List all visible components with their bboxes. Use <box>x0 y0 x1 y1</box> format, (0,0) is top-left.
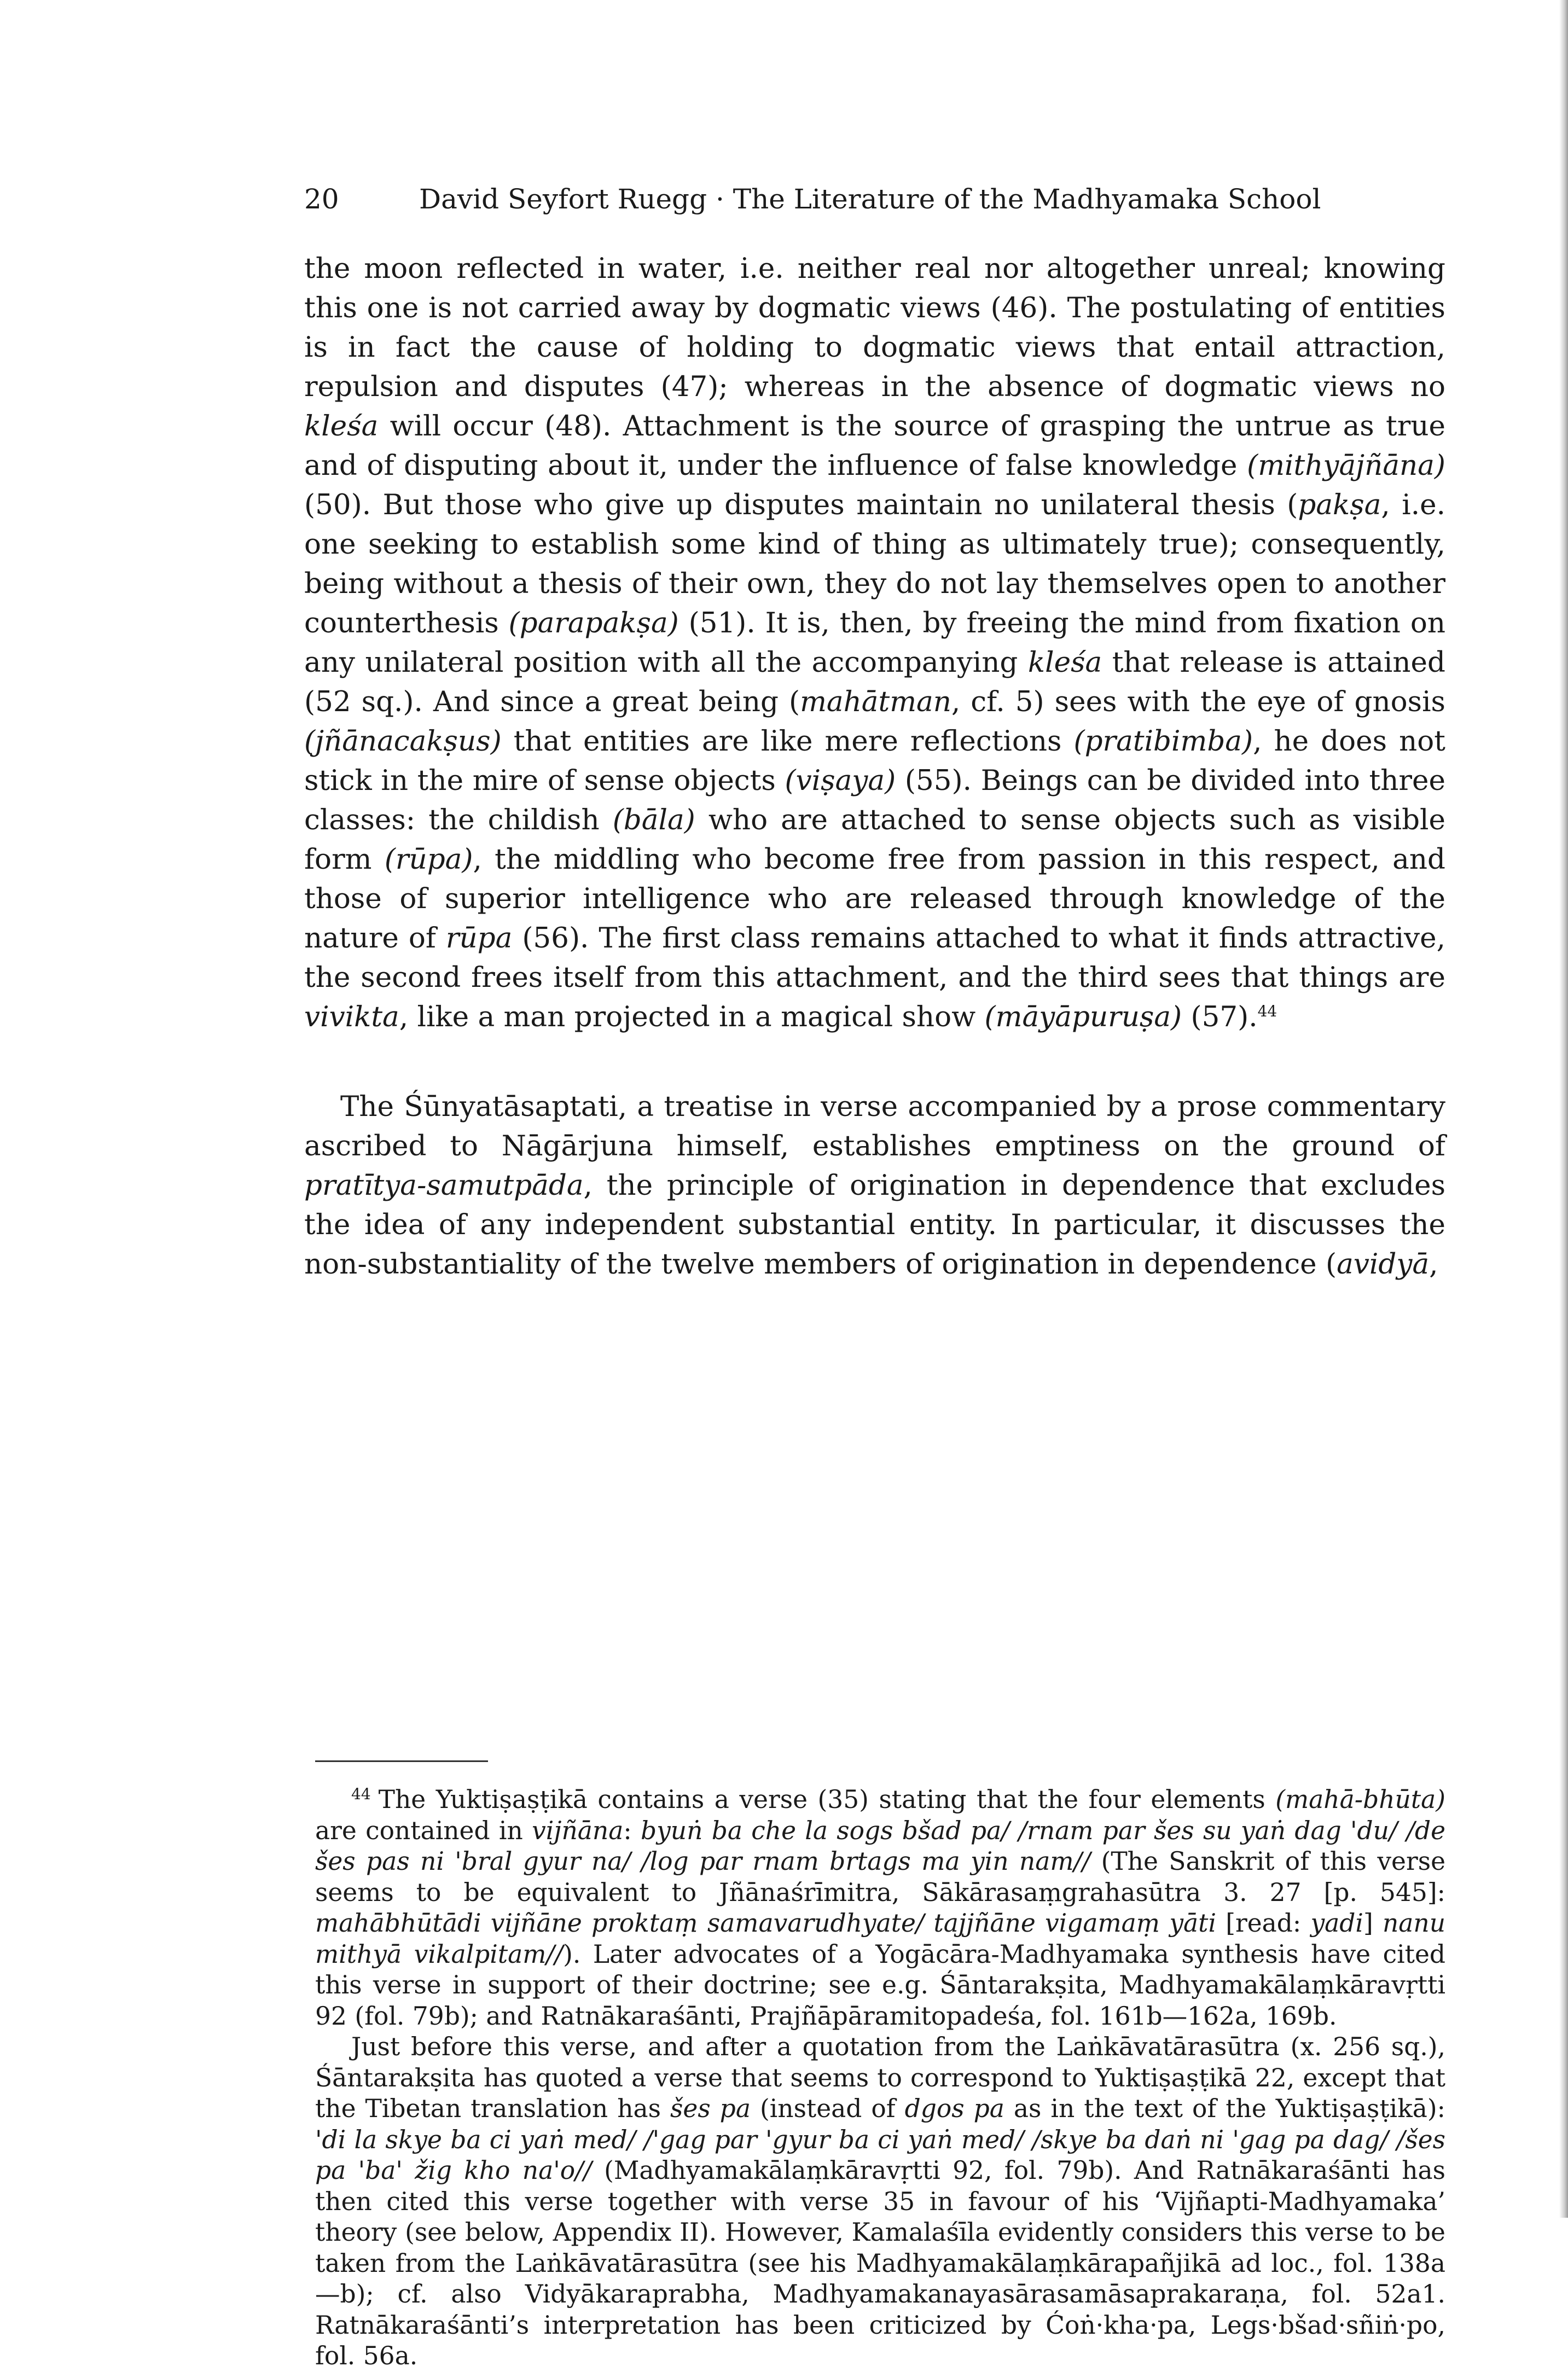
term-klesa: kleśa <box>304 410 379 443</box>
tibetan-quote: byuṅ ba che la sogs bšad pa/ /rnam par šes su yaṅ dag 'du/ /de šes pas ni 'bral gyur na/ /log par rnam brtags ma yin nam// <box>315 1816 1445 1876</box>
text-run: , like a man projected in a magical show <box>399 1001 985 1033</box>
term-mithyajnana: (mithyājñāna) <box>1247 449 1445 482</box>
text-run: (instead of <box>750 2094 905 2123</box>
footnote-separator <box>315 1760 488 1762</box>
text-run: , i.e. one seeking to establish some kind of thing as ultimately true); consequently, being without a thesis of their own, they do not lay themselves open to another counterthesis <box>304 489 1445 639</box>
term-jnanacaksus: (jñānacakṣus) <box>304 725 502 758</box>
text-run: that release is attained (52 sq.). And since a great being ( <box>304 646 1445 718</box>
text-run: (55). Beings can be divided into three classes: the childish <box>304 764 1445 836</box>
text-run: , the principle of origination in dependence that excludes the idea of any independent substantial entity. In particular, it discusses the non-substantiality of the twelve members of origination in dependence ( <box>304 1169 1445 1281</box>
text-run: , cf. 5) sees with the eye of gnosis <box>951 685 1445 718</box>
text-run: (56). The first class remains attached to what it finds attractive, the second frees itself from this attachment, and the third sees that things are <box>304 922 1445 994</box>
sanskrit-quote: mahābhūtādi vijñāne proktaṃ samavarudhyate/ tajjñāne vigamaṃ yāti <box>315 1909 1217 1938</box>
term-mahatman: mahātman <box>800 685 951 718</box>
text-run: that entities are like mere reflections <box>501 725 1074 758</box>
term-ses-pa: šes pa <box>670 2094 751 2123</box>
text-run: the moon reflected in water, i.e. neither real nor altogether unreal; knowing this one is not carried away by dogmatic views (46). The postulating of entities is in fact the cause of holding to dogmatic views that entail attraction, repulsion and disputes (47); whereas in the absence of dogmatic views no <box>304 252 1445 403</box>
main-text <box>304 249 1445 1284</box>
text-run: , he does not stick in the mire of sense objects <box>304 725 1445 797</box>
term-mahabhuta: (mahā-bhūta) <box>1275 1785 1445 1814</box>
text-run: are contained in <box>315 1816 532 1845</box>
term-pratityasamutpada: pratītya-samutpāda <box>304 1169 584 1202</box>
text-run: (57). <box>1182 1001 1258 1033</box>
sanskrit-quote: nanu mithyā vikalpitam// <box>315 1909 1445 1969</box>
term-vivikta: vivikta <box>304 1001 399 1033</box>
text-run: , <box>1429 1248 1438 1281</box>
term-avidya: avidyā <box>1337 1248 1430 1281</box>
footnote-reference: 44 <box>1257 1002 1277 1020</box>
text-run: The Śūnyatāsaptati, a treatise in verse accompanied by a prose commentary ascribed to Nāgārjuna himself, establishes emptiness on the ground of <box>304 1090 1445 1162</box>
term-bala: (bāla) <box>612 804 695 836</box>
term-paksa: pakṣa <box>1298 489 1381 521</box>
text-run: , the middling who become free from passion in this respect, and those of superior intelligence who are released through knowledge of the nature of <box>304 843 1445 955</box>
tibetan-quote: 'di la skye ba ci yaṅ med/ /'gag par 'gyur ba ci yaṅ med/ /skye ba daṅ ni 'gag pa dag/ /šes pa 'ba' žig kho na'o// <box>315 2125 1445 2185</box>
text-run: will occur (48). Attachment is the source of grasping the untrue as true and of disputing about it, under the influence of false knowledge <box>304 410 1445 482</box>
page-number: 20 <box>304 183 339 215</box>
running-header <box>304 183 1322 215</box>
term-visaya: (viṣaya) <box>785 764 896 797</box>
term-parapaksa: (parapakṣa) <box>508 607 679 639</box>
page-edge-shadow <box>1559 0 1568 2218</box>
text-run: ). Later advocates of a Yogācāra-Madhyamaka synthesis have cited this verse in support of their doctrine; see e.g. Śāntarakṣita, Madhyamakālaṃkāravṛtti 92 (fol. 79b); and Ratnākaraśānti, Prajñāpāramitopadeśa, fol. 161b—162a, 169b. <box>315 1939 1445 2031</box>
footnote-number: 44 <box>351 1784 371 1803</box>
text-run: (50). But those who give up disputes maintain no unilateral thesis ( <box>304 489 1298 521</box>
paragraph-sunyatasaptati <box>304 1087 1445 1284</box>
text-run: [read: <box>1216 1909 1311 1938</box>
term-vijnana: vijñāna <box>532 1816 624 1845</box>
running-title: David Seyfort Ruegg · The Literature of the Madhyamaka School <box>419 183 1321 215</box>
term-klesa: kleśa <box>1027 646 1102 679</box>
text-run: (51). It is, then, by freeing the mind from fixation on any unilateral position with all the accompanying <box>304 607 1445 679</box>
text-run: The Yuktiṣaṣṭikā contains a verse (35) stating that the four elements <box>378 1785 1276 1814</box>
paragraph-continuation <box>304 249 1445 1037</box>
text-run: : <box>623 1816 641 1845</box>
term-rupa: rūpa <box>445 922 513 955</box>
footnotes <box>315 1784 1445 2372</box>
footnote-44-continued <box>315 2032 1445 2372</box>
text-run: Just before this verse, and after a quotation from the Laṅkāvatārasūtra (x. 256 sq.), Śāntarakṣita has quoted a verse that seems to correspond to Yuktiṣaṣṭikā 22, except that the Tibetan translation has <box>315 2032 1445 2123</box>
term-dgos-pa: dgos pa <box>904 2094 1004 2123</box>
text-run: (The Sanskrit of this verse seems to be equivalent to Jñānaśrīmitra, Sākārasaṃgrahasūtra 3. 27 [p. 545]: <box>315 1847 1445 1907</box>
text-run: (Madhyamakālaṃkāravṛtti 92, fol. 79b). And Ratnākaraśānti has then cited this verse together with verse 35 in favour of his ‘Vijñapti-Madhyamaka’ theory (see below, Appendix II). However, Kamalaśīla evidently considers this verse to be taken from the Laṅkāvatārasūtra (see his Madhyamakālaṃkārapañjikā ad loc., fol. 138a—b); cf. also Vidyākaraprabha, Madhyamakanayasārasamāsaprakaraṇa, fol. 52a1. Ratnākaraśānti’s interpretation has been criticized by Ćoṅ·kha·pa, Legs·bšad·sñiṅ·po, fol. 56a. <box>315 2156 1445 2370</box>
text-run: who are attached to sense objects such as visible form <box>304 804 1445 876</box>
term-rupa: (rūpa) <box>384 843 473 876</box>
text-run: as in the text of the Yuktiṣaṣṭikā): <box>1004 2094 1446 2123</box>
term-mayapurusa: (māyāpuruṣa) <box>984 1001 1182 1033</box>
footnote-44 <box>315 1784 1445 2032</box>
term-pratibimba: (pratibimba) <box>1073 725 1253 758</box>
term-yadi: yadi <box>1310 1909 1363 1938</box>
text-run: ] <box>1363 1909 1383 1938</box>
